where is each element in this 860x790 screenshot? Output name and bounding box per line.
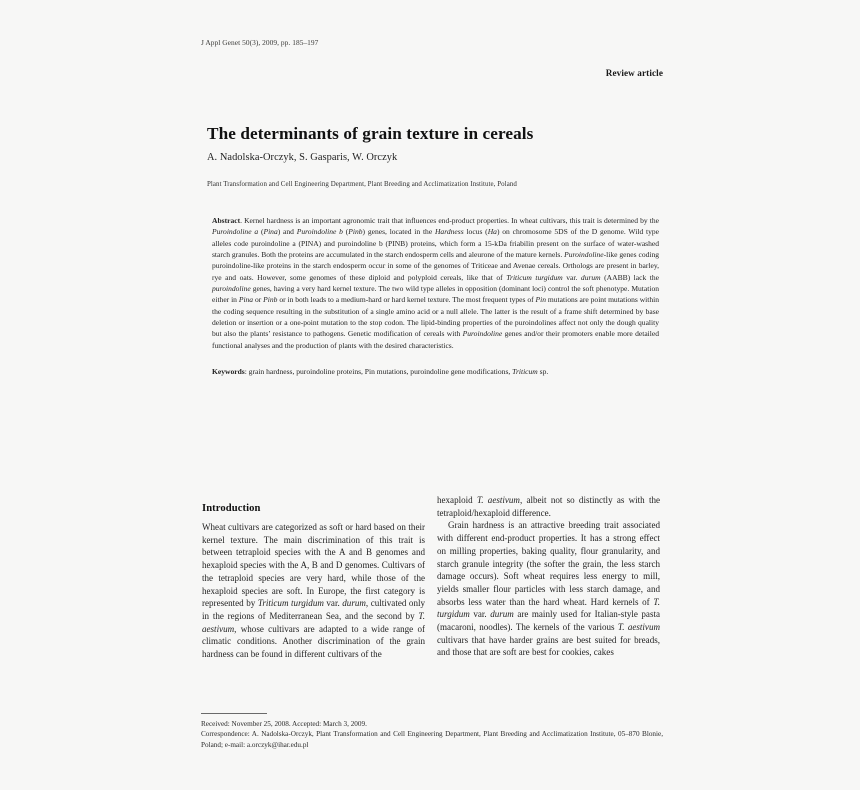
journal-citation-line: J Appl Genet 50(3), 2009, pp. 185–197 [201, 38, 319, 47]
footnote-correspondence: Correspondence: A. Nadolska-Orczyk, Plant Transformation and Cell Engineering Department, Plant Breeding and Acclimatization Institute, 05–870 Blonie, Poland; e-mail: a.orczyk@ihar.edu.pl [201, 730, 663, 749]
page-title: The determinants of grain texture in cereals [207, 123, 534, 143]
paragraph: Wheat cultivars are categorized as soft or hard based on their kernel texture. The main discrimination of this trait is between tetraploid species with the A and B genomes and hexaploid species with the A, B and D genomes. Cultivars of the tetraploid species are very hard, while those of the hexaploid species are soft. In Europe, the first category is represented by Triticum turgidum var. durum, cultivated only in the regions of Mediterranean Sea, and the second by T. aestivum, whose cultivars are adapted to a wide range of climatic conditions. Another discrimination of the grain hardness can be found in different cultivars of the [202, 522, 425, 660]
article-type-label: Review article [605, 68, 663, 78]
affiliation-line: Plant Transformation and Cell Engineering Department, Plant Breeding and Acclimatization Institute, Poland [207, 181, 517, 188]
footnote-divider [201, 713, 267, 714]
footnote-received: Received: November 25, 2008. Accepted: March 3, 2009. [201, 720, 367, 728]
abstract-body: Abstract. Kernel hardness is an important agronomic trait that influences end-product properties. In wheat cultivars, this trait is determined by the Puroindoline a (Pina) and Puroindoline b (Pinb) genes, located in the Hardness locus (Ha) on chromosome 5DS of the D genome. Wild type alleles code puroindoline a (PINA) and puroindoline b (PINB) proteins, which form a 15-kDa friabilin present on the surface of water-washed starch granules. Both the proteins are accumulated in the starch endosperm cells and aleurone of the mature kernels. Puroindoline-like genes coding puroindoline-like proteins in the starch endosperm occur in some of the genomes of Triticeae and Avenae cereals. Orthologs are present in barley, rye and oats. However, some genomes of these diploid and polyploid cereals, like that of Triticum turgidum var. durum (AABB) lack the puroindoline genes, having a very hard kernel texture. The two wild type alleles in opposition (dominant loci) control the soft phenotype. Mutation either in Pina or Pinb or in both leads to a medium-hard or hard kernel texture. The most frequent types of Pin mutations are point mutations within the coding sequence resulting in the substitution of a single amino acid or a null allele. The latter is the result of a frame shift determined by base deletion or insertion or a one-point mutation to the stop codon. The lipid-binding properties of the puroindolines affect not only the dough quality but also the plants’ resistance to pathogens. Genetic modification of cereals with Puroindoline genes and/or their promoters enable more detailed functional analyses and the production of plants with the desired characteristics. [212, 216, 660, 350]
author-list: A. Nadolska-Orczyk, S. Gasparis, W. Orczyk [207, 152, 398, 163]
abstract-section [212, 215, 659, 377]
keywords-line: Keywords: grain hardness, puroindoline proteins, Pin mutations, puroindoline gene modifications, Triticum sp. [212, 367, 549, 377]
body-column-left [202, 521, 425, 661]
section-heading-introduction: Introduction [202, 502, 261, 514]
paragraph: Grain hardness is an attractive breeding trait associated with different end-product properties. It has a strong effect on milling properties, baking quality, flour granularity, and starch granule integrity (the softer the grain, the less starch damage occurs). Soft wheat requires less energy to mill, yields smaller flour particles with less starch damage, and absorbs less water than the hard wheat. Hard kernels of T. turgidum var. durum are mainly used for Italian-style pasta (macaroni, noodles). The kernels of the various T. aestivum cultivars that have harder grains are best suited for breads, and those that are soft are best for cookies, cakes [437, 520, 660, 658]
body-column-right [437, 494, 660, 659]
paragraph: hexaploid T. aestivum, albeit not so distinctly as with the tetraploid/hexaploid difference. [437, 495, 661, 518]
footnote-section [201, 719, 663, 750]
